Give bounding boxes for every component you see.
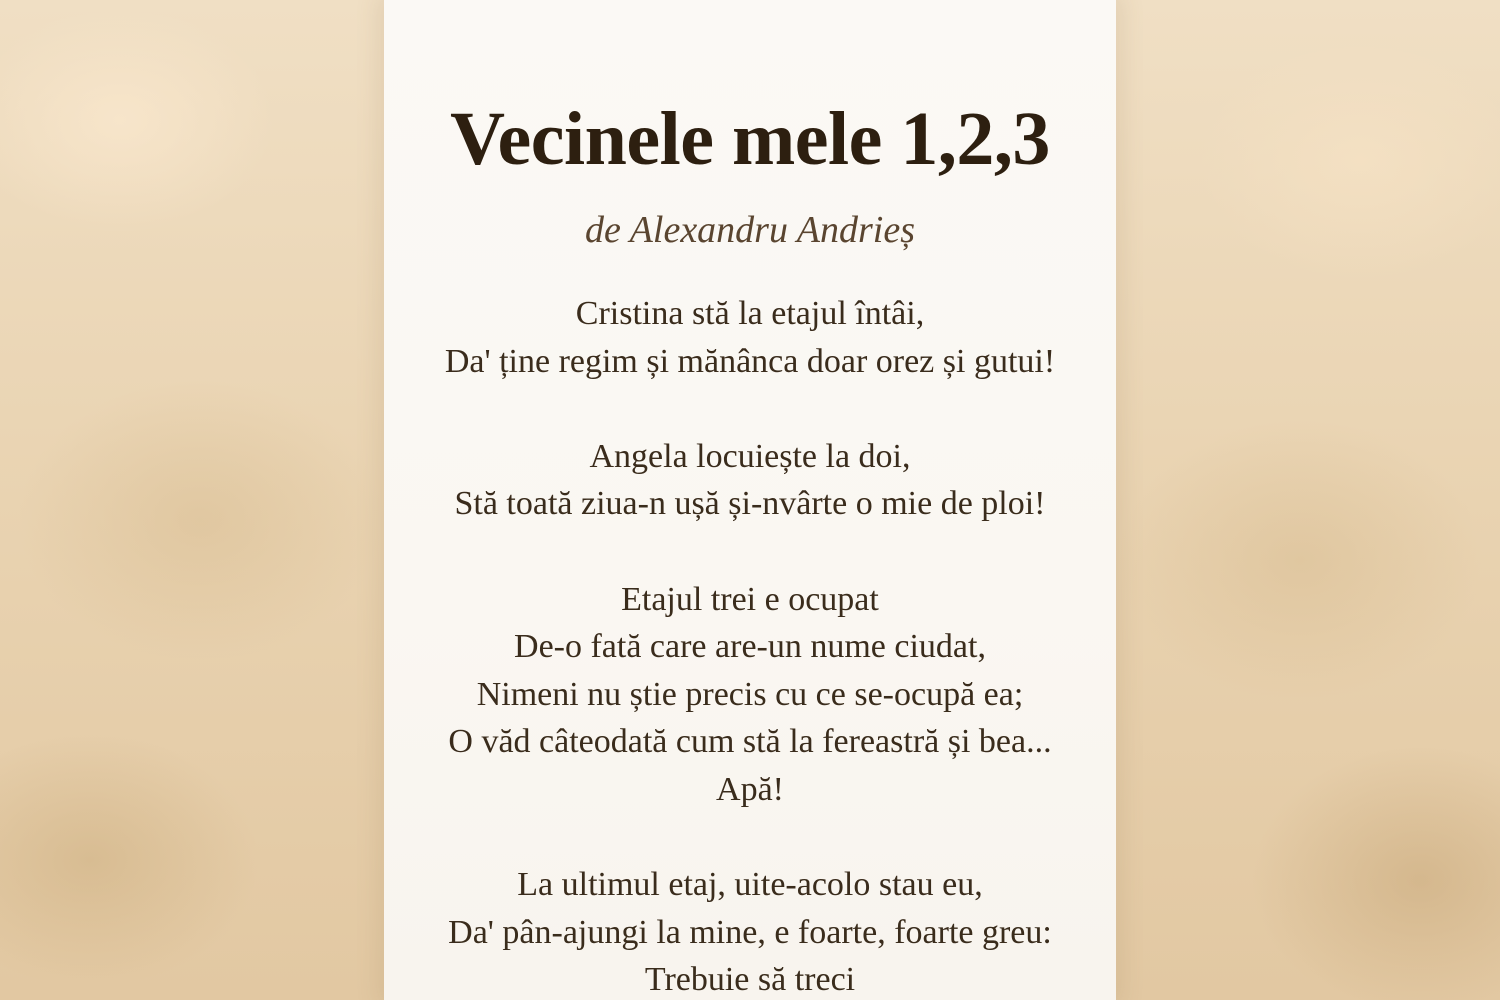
poem-line: Stă toată ziua-n ușă și-nvârte o mie de ploi! <box>454 485 1046 523</box>
poem-line: Cristina stă la etajul întâi, <box>575 295 925 332</box>
poem-author: de Alexandru Andrieș <box>585 209 915 251</box>
poem-body <box>384 290 1116 1000</box>
poem-line: Da' pân-ajungi la mine, e foarte, foarte greu: <box>448 913 1052 951</box>
poem-line: O văd câteodată cum stă la fereastră și bea... <box>448 723 1052 761</box>
stanza-3 <box>384 576 1116 814</box>
stanza-4 <box>384 861 1116 1000</box>
poem-line: Etajul trei e ocupat <box>621 580 879 618</box>
poem-line: Nimeni nu știe precis cu ce se-ocupă ea; <box>476 675 1024 713</box>
poem-line: Da' ține regim și mănânca doar orez și gutui! <box>444 342 1056 380</box>
poem-page <box>384 0 1116 1000</box>
poem-line: Trebuie să treci <box>644 961 856 999</box>
stanza-1 <box>384 290 1116 385</box>
poem-line: Angela locuiește la doi, <box>589 437 911 475</box>
poem-title: Vecinele mele 1,2,3 <box>450 97 1050 181</box>
poem-line: Apă! <box>716 770 784 808</box>
stanza-2 <box>384 433 1116 528</box>
poem-line: La ultimul etaj, uite-acolo stau eu, <box>517 866 983 904</box>
poem-line: De-o fată care are-un nume ciudat, <box>514 628 986 666</box>
